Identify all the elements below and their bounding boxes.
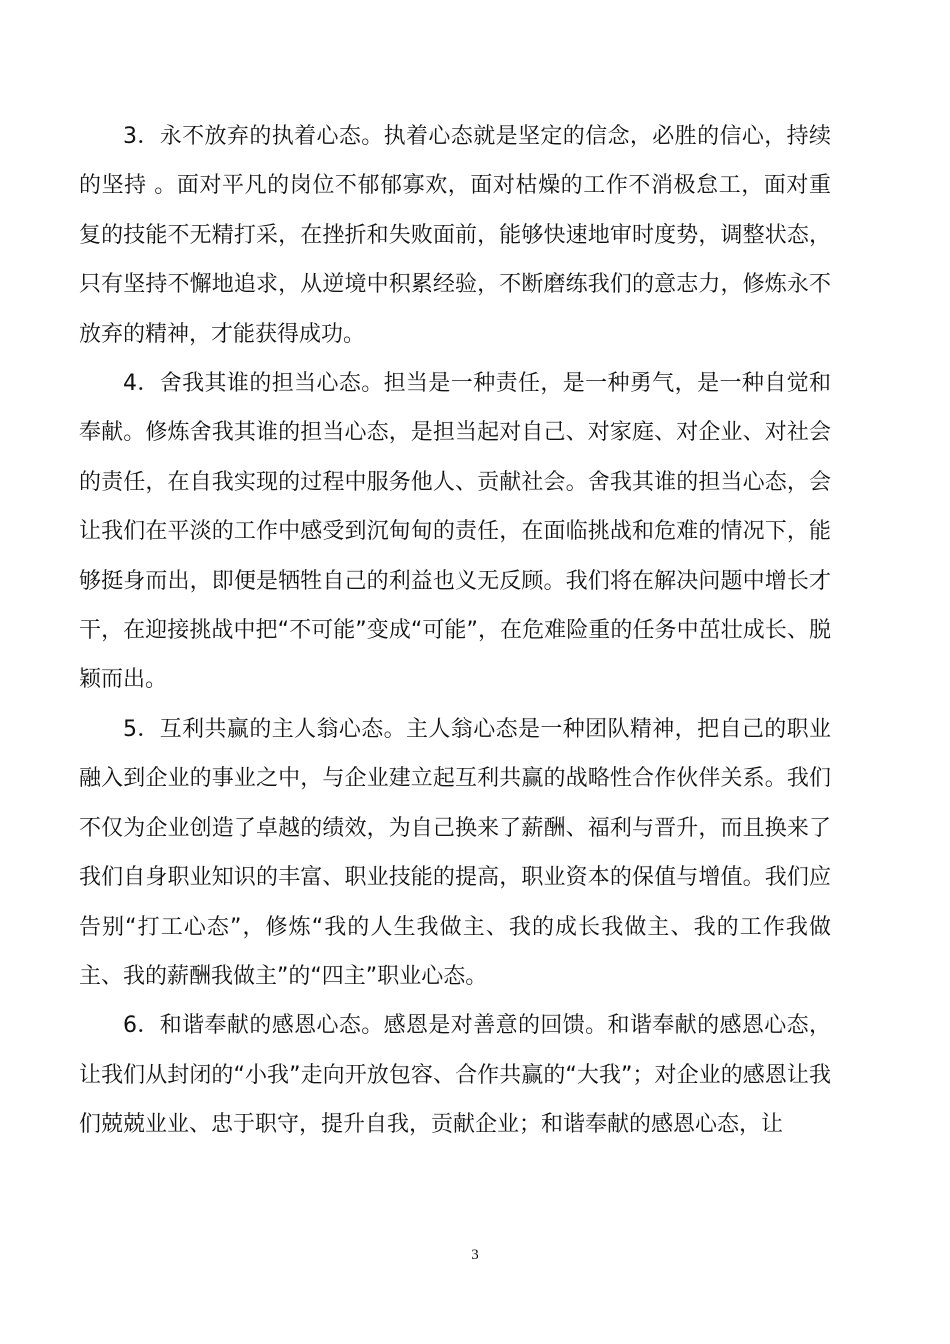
paragraph-3: 3．永不放弃的执着心态。执着心态就是坚定的信念，必胜的信心，持续的坚持 。面对平凡的岗位不郁郁寡欢，面对枯燥的工作不消极怠工，面对重复的技能不无精打采，在挫折和失败面前，能够快速地审时度势，调整状态，只有坚持不懈地追求，从逆境中积累经验，不断磨练我们的意志力，修炼永不放弃的精神，才能获得成功。 bbox=[79, 124, 831, 347]
paragraph-5: 5．互利共赢的主人翁心态。主人翁心态是一种团队精神，把自己的职业融入到企业的事业之中，与企业建立起互利共赢的战略性合作伙伴关系。我们不仅为企业创造了卓越的绩效，为自己换来了薪酬、福利与晋升，而且换来了我们自身职业知识的丰富、职业技能的提高，职业资本的保值与增值。我们应告别“打工心态”，修炼“我的人生我做主、我的成长我做主、我的工作我做主、我的薪酬我做主”的“四主”职业心态。 bbox=[79, 716, 831, 989]
paragraph-6: 6．和谐奉献的感恩心态。感恩是对善意的回馈。和谐奉献的感恩心态，让我们从封闭的“小我”走向开放包容、合作共赢的“大我”；对企业的感恩让我们兢兢业业、忠于职守，提升自我，贡献企业；和谐奉献的感恩心态，让 bbox=[79, 1013, 831, 1138]
page-number: 3 bbox=[471, 1247, 479, 1263]
body-text bbox=[79, 112, 831, 1150]
paragraph-4: 4．舍我其谁的担当心态。担当是一种责任，是一种勇气，是一种自觉和奉献。修炼舍我其谁的担当心态，是担当起对自己、对家庭、对企业、对社会的责任，在自我实现的过程中服务他人、贡献社会。舍我其谁的担当心态，会让我们在平淡的工作中感受到沉甸甸的责任，在面临挑战和危难的情况下，能够挺身而出，即便是牺牲自己的利益也义无反顾。我们将在解决问题中增长才干，在迎接挑战中把“不可能”变成“可能”，在危难险重的任务中茁壮成长、脱颖而出。 bbox=[79, 371, 831, 693]
